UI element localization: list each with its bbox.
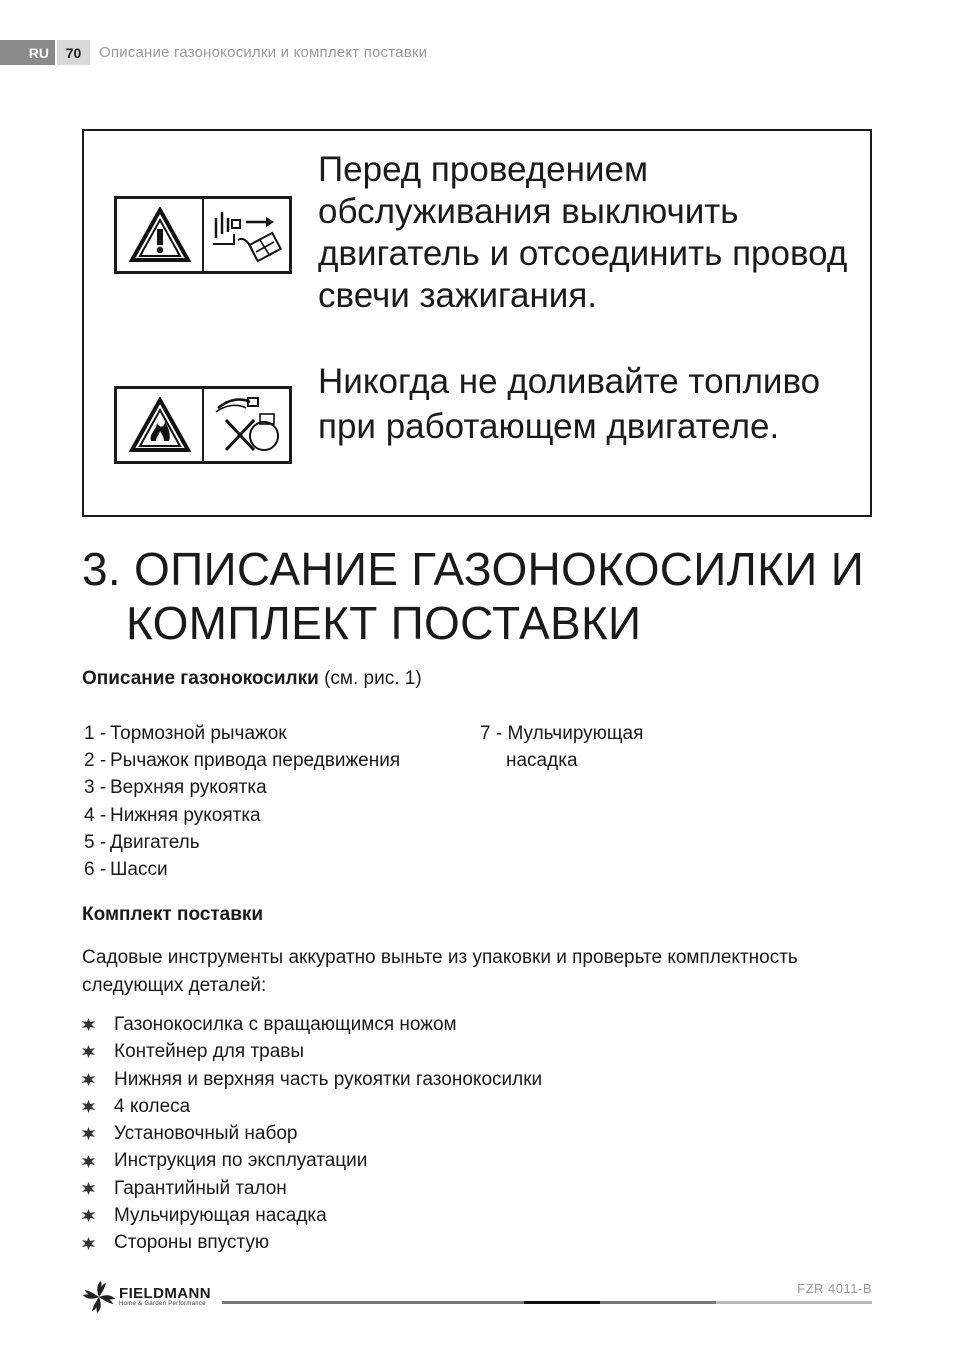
bullet-icon	[82, 1209, 95, 1222]
bullet-icon	[82, 1045, 95, 1058]
description-title: Описание газонокосилки	[82, 668, 319, 689]
kit-list	[82, 1011, 542, 1257]
list-item: Гарантийный талон	[82, 1175, 542, 1202]
list-item: 3 - Верхняя рукоятка	[84, 777, 267, 799]
figure-reference: (см. рис. 1)	[318, 668, 422, 689]
maintenance-warning-text: Перед проведением обслуживания выключить двигатель и отсоединить провод свечи зажигания.	[318, 150, 848, 315]
warning-triangle-icon	[129, 207, 191, 263]
footer-rule	[222, 1301, 524, 1304]
list-item: 1 - Тормозной рычажок	[84, 723, 287, 744]
list-item: 4 колеса	[82, 1093, 542, 1120]
language-badge: RU	[0, 40, 55, 65]
warning-box	[82, 129, 872, 517]
list-item-continuation: насадка	[506, 750, 578, 772]
brand-name: FIELDMANN	[119, 1285, 211, 1302]
list-item: 7 - Мульчирующая	[480, 723, 644, 744]
bullet-icon	[82, 1182, 95, 1195]
description-heading	[82, 668, 422, 690]
list-item: 6 - Шасси	[84, 859, 168, 881]
footer-rule	[716, 1301, 872, 1304]
flammable-warning-icon	[129, 397, 191, 453]
list-item: Установочный набор	[82, 1120, 542, 1147]
kit-heading: Комплект поставки	[82, 904, 264, 925]
bullet-icon	[82, 1237, 95, 1250]
fan-logo-icon	[82, 1280, 116, 1314]
fuel-warning-symbol	[114, 386, 292, 464]
footer-rule	[524, 1301, 600, 1304]
section-heading-line1: 3. ОПИСАНИЕ ГАЗОНОКОСИЛКИ И	[82, 543, 865, 595]
list-item: 2 - Рычажок привода передвижения	[84, 750, 401, 772]
list-item: Инструкция по эксплуатации	[82, 1147, 542, 1174]
bullet-icon	[82, 1127, 95, 1140]
spark-plug-disconnect-icon	[208, 204, 286, 266]
brand-tagline: Home & Garden Performance	[119, 1301, 206, 1307]
fuel-warning-text: Никогда не доливайте топливо при работающем двигателе.	[318, 362, 821, 446]
bullet-icon	[82, 1155, 95, 1168]
parts-list-column2	[480, 720, 643, 774]
kit-intro: Садовые инструменты аккуратно выньте из упаковки и проверьте комплектность следующих деталей:	[82, 947, 798, 996]
section-heading	[82, 542, 864, 650]
bullet-icon	[82, 1073, 95, 1086]
bullet-icon	[82, 1100, 95, 1113]
page-header	[0, 40, 427, 65]
list-item: 4 - Нижняя рукоятка	[84, 804, 261, 826]
bullet-icon	[82, 1018, 95, 1031]
page-number: 70	[57, 40, 90, 65]
parts-list	[84, 720, 400, 883]
no-refuel-running-engine-icon	[208, 394, 286, 456]
list-item: Контейнер для травы	[82, 1038, 542, 1065]
maintenance-warning-symbol	[114, 196, 292, 274]
footer-rule	[600, 1301, 716, 1304]
section-heading-line2: КОМПЛЕКТ ПОСТАВКИ	[126, 597, 642, 649]
list-item: 5 - Двигатель	[84, 831, 200, 853]
list-item: Мульчирующая насадка	[82, 1202, 542, 1229]
list-item: Стороны впустую	[82, 1229, 542, 1256]
model-number: FZR 4011-B	[797, 1281, 872, 1296]
list-item: Нижняя и верхняя часть рукоятки газонокосилки	[82, 1066, 542, 1093]
list-item: Газонокосилка с вращающимся ножом	[82, 1011, 542, 1038]
running-title: Описание газонокосилки и комплект поставки	[99, 44, 428, 61]
brand-logo	[82, 1280, 211, 1314]
